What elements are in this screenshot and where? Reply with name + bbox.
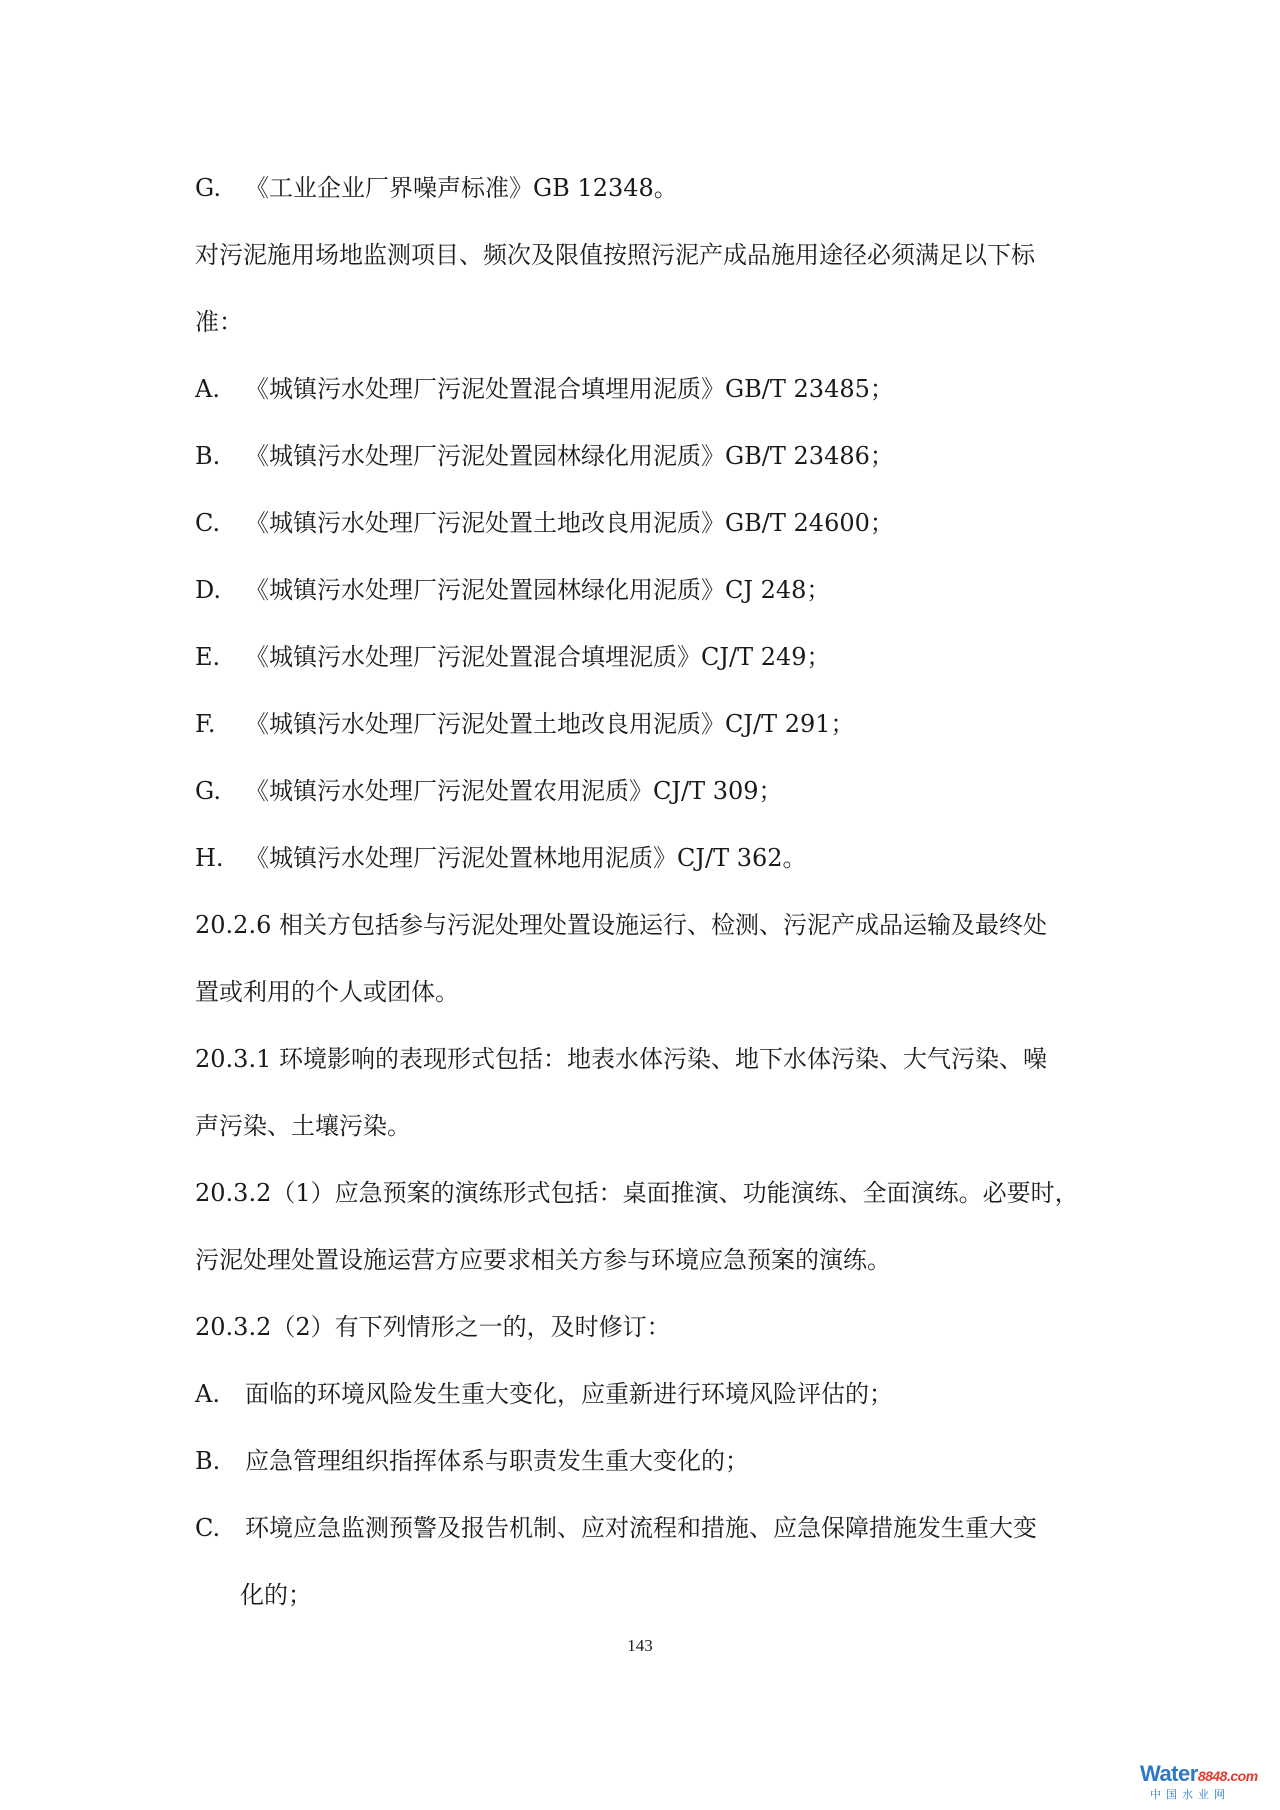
watermark-brand-text: Water xyxy=(1140,1761,1198,1786)
list-item xyxy=(195,173,678,203)
item-text: 《工业企业厂界噪声标准》GB 12348。 xyxy=(245,174,678,202)
list-item xyxy=(195,575,830,605)
list-item xyxy=(195,709,855,739)
page-number: 143 xyxy=(627,1636,653,1655)
item-label: A. xyxy=(195,1380,220,1408)
list-item xyxy=(195,374,894,404)
paragraph-line: 20.3.2（2）有下列情形之一的，及时修订： xyxy=(195,1313,671,1341)
list-item xyxy=(195,441,894,471)
item-label: H. xyxy=(195,844,224,872)
watermark-cn: 中国水业网 xyxy=(1150,1788,1230,1801)
paragraph-line: 声污染、土壤污染。 xyxy=(195,1112,411,1140)
item-label: G. xyxy=(195,777,221,805)
item-text: 《城镇污水处理厂污泥处置林地用泥质》CJ/T 362。 xyxy=(245,844,807,872)
paragraph-line: 准： xyxy=(195,308,243,336)
watermark-brand xyxy=(1140,1762,1265,1788)
item-label: C. xyxy=(195,1514,221,1542)
item-text: 面临的环境风险发生重大变化，应重新进行环境风险评估的； xyxy=(245,1380,893,1408)
list-item xyxy=(195,1446,749,1476)
item-text: 《城镇污水处理厂污泥处置混合填埋用泥质》GB/T 23485； xyxy=(245,375,894,403)
item-text: 应急管理组织指挥体系与职责发生重大变化的； xyxy=(245,1447,749,1475)
item-text: 《城镇污水处理厂污泥处置园林绿化用泥质》GB/T 23486； xyxy=(245,442,894,470)
item-label: G. xyxy=(195,174,221,202)
item-text: 《城镇污水处理厂污泥处置混合填埋泥质》CJ/T 249； xyxy=(245,643,831,671)
list-item xyxy=(195,843,807,873)
paragraph-line: 20.3.1 环境影响的表现形式包括：地表水体污染、地下水体污染、大气污染、噪 xyxy=(195,1045,1047,1073)
item-label: F. xyxy=(195,710,216,738)
item-text: 《城镇污水处理厂污泥处置农用泥质》CJ/T 309； xyxy=(245,777,783,805)
item-label: D. xyxy=(195,576,222,604)
watermark-suffix: .com xyxy=(1226,1768,1258,1784)
item-text: 《城镇污水处理厂污泥处置土地改良用泥质》GB/T 24600； xyxy=(245,509,894,537)
paragraph-line: 污泥处理处置设施运营方应要求相关方参与环境应急预案的演练。 xyxy=(195,1246,891,1274)
list-item xyxy=(195,776,783,806)
list-item xyxy=(195,642,831,672)
item-text: 环境应急监测预警及报告机制、应对流程和措施、应急保障措施发生重大变 xyxy=(245,1514,1037,1542)
item-label: A. xyxy=(195,375,220,403)
watermark-logo xyxy=(1140,1762,1265,1804)
list-item xyxy=(195,1513,1037,1543)
paragraph-line: 20.3.2（1）应急预案的演练形式包括：桌面推演、功能演练、全面演练。必要时， xyxy=(195,1179,1079,1207)
item-text: 《城镇污水处理厂污泥处置土地改良用泥质》CJ/T 291； xyxy=(245,710,855,738)
item-text: 《城镇污水处理厂污泥处置园林绿化用泥质》CJ 248； xyxy=(245,576,831,604)
list-item xyxy=(195,508,894,538)
paragraph-line: 对污泥施用场地监测项目、频次及限值按照污泥产成品施用途径必须满足以下标 xyxy=(195,241,1035,269)
item-label: B. xyxy=(195,442,221,470)
item-label: C. xyxy=(195,509,221,537)
item-label: B. xyxy=(195,1447,221,1475)
paragraph-line: 20.2.6 相关方包括参与污泥处理处置设施运行、检测、污泥产成品运输及最终处 xyxy=(195,911,1047,939)
paragraph-line: 置或利用的个人或团体。 xyxy=(195,978,459,1006)
list-item-continuation: 化的； xyxy=(240,1581,312,1609)
list-item xyxy=(195,1379,893,1409)
item-label: E. xyxy=(195,643,221,671)
watermark-number: 8848 xyxy=(1197,1768,1227,1784)
